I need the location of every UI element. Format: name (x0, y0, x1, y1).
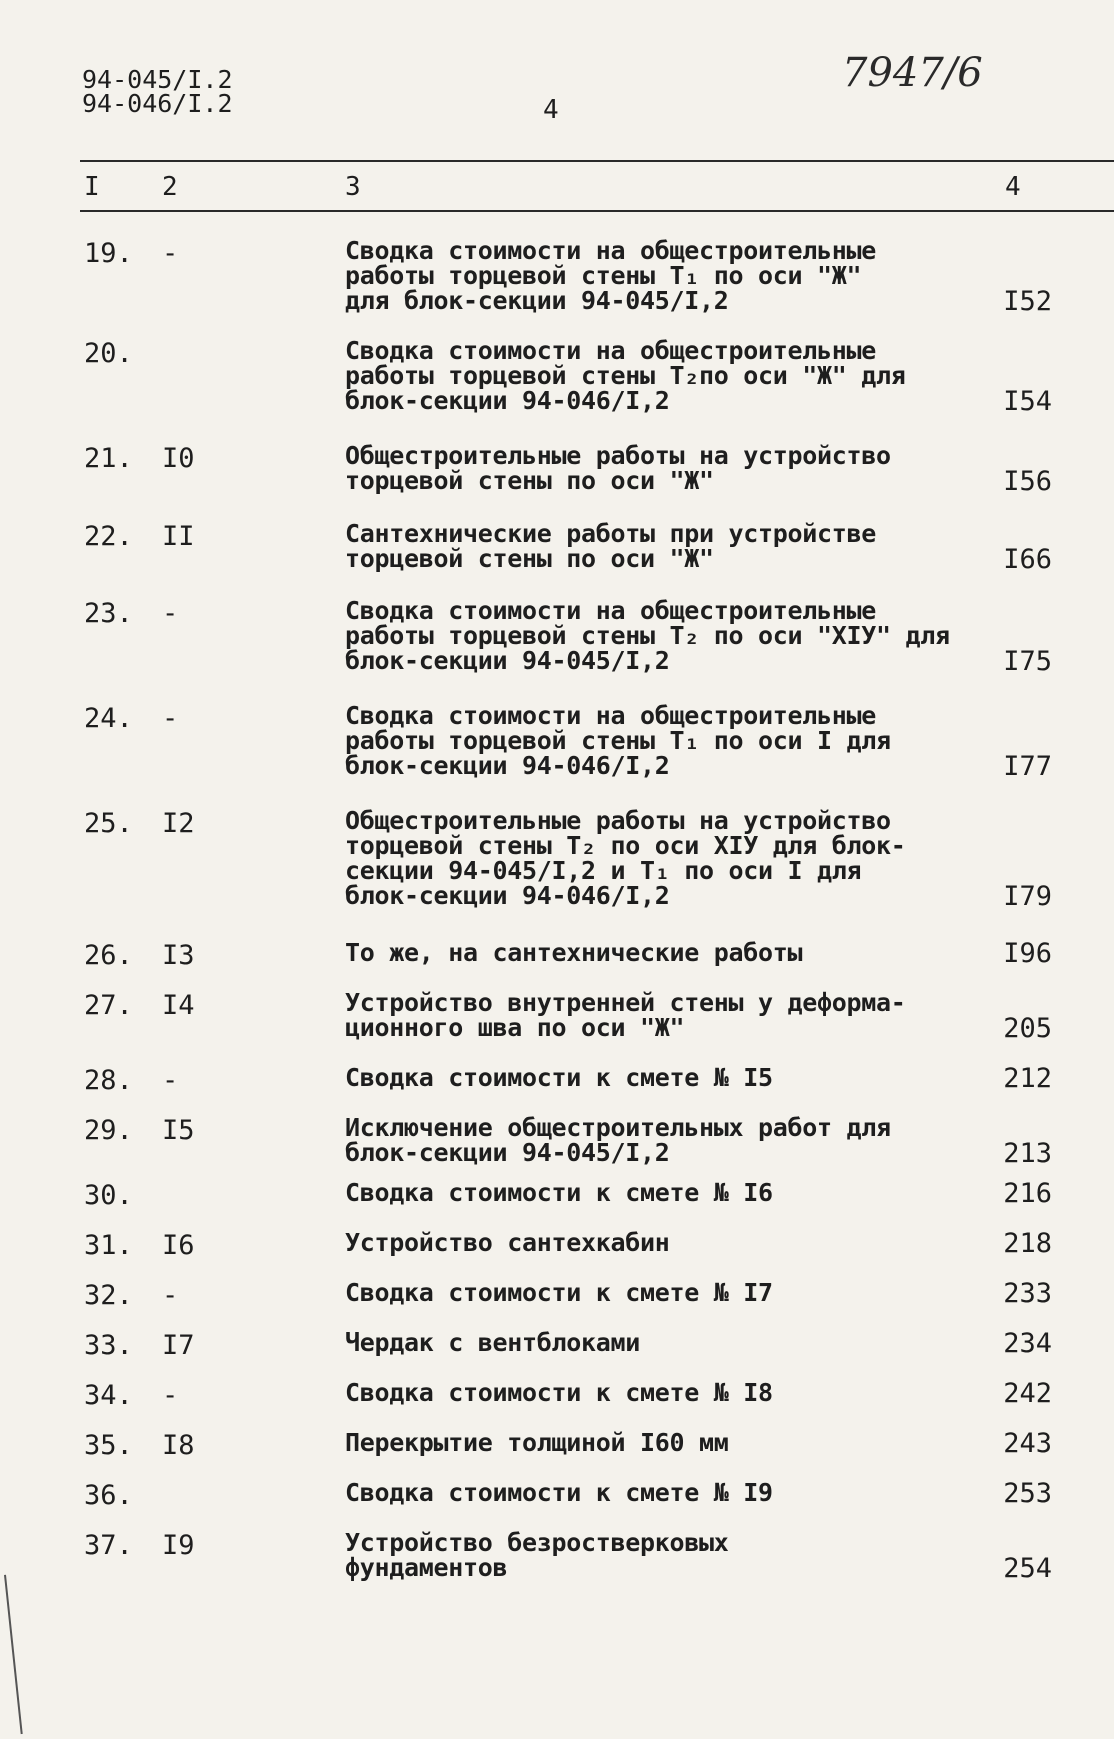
row-description-line: Сводка стоимости на общестроительные (345, 336, 877, 365)
row-number: 27. (84, 990, 133, 1021)
row-description-line: Сводка стоимости к смете № I9 (345, 1478, 773, 1507)
row-page: I79 (1003, 881, 1052, 912)
row-description (345, 1065, 985, 1090)
row-estimate-ref: - (162, 238, 179, 269)
row-number: 34. (84, 1380, 133, 1411)
table-row (0, 1480, 1114, 1509)
row-page: I66 (1003, 544, 1052, 575)
row-number: 24. (84, 703, 133, 734)
row-page: I75 (1003, 646, 1052, 677)
row-estimate-ref: I9 (162, 1530, 195, 1561)
row-description-line: Устройство внутренней стены у деформа- (345, 988, 906, 1017)
row-description (345, 990, 985, 1040)
row-description-line: блок-секции 94-045/I,2 (345, 1138, 670, 1167)
row-page: 212 (1003, 1063, 1052, 1094)
row-number: 35. (84, 1430, 133, 1461)
row-page: 205 (1003, 1013, 1052, 1044)
row-description-line: Устройство безростверковых (345, 1528, 729, 1557)
doc-code-2: 94-046/I.2 (82, 89, 233, 118)
row-description (345, 1230, 985, 1255)
row-description (345, 940, 985, 965)
row-description-line: Сводка стоимости на общестроительные (345, 701, 877, 730)
row-description-line: Сводка стоимости к смете № I7 (345, 1278, 773, 1307)
row-page: 216 (1003, 1178, 1052, 1209)
row-description-line: блок-секции 94-046/I,2 (345, 386, 670, 415)
table-row (0, 443, 1114, 497)
row-description-line: торцевой стены по оси "Ж" (345, 466, 714, 495)
table-row (0, 1330, 1114, 1359)
row-description-line: блок-секции 94-045/I,2 (345, 646, 670, 675)
row-estimate-ref: - (162, 1380, 179, 1411)
row-description (345, 1380, 985, 1405)
row-description-line: блок-секции 94-046/I,2 (345, 751, 670, 780)
table-row (0, 1530, 1114, 1584)
row-description-line: Сводка стоимости на общестроительные (345, 236, 877, 265)
row-number: 30. (84, 1180, 133, 1211)
table-row (0, 940, 1114, 969)
row-description (345, 521, 985, 571)
row-description (345, 1115, 985, 1165)
row-estimate-ref: I3 (162, 940, 195, 971)
row-number: 36. (84, 1480, 133, 1511)
table-row (0, 598, 1114, 677)
row-description-line: ционного шва по оси "Ж" (345, 1013, 685, 1042)
row-estimate-ref: I2 (162, 808, 195, 839)
column-header-4: 4 (1005, 172, 1021, 202)
table-row (0, 1230, 1114, 1259)
row-description (345, 238, 985, 313)
row-page: 218 (1003, 1228, 1052, 1259)
row-number: 31. (84, 1230, 133, 1261)
column-header-3: 3 (345, 172, 361, 202)
row-page: 233 (1003, 1278, 1052, 1309)
row-description-line: Чердак с вентблоками (345, 1328, 641, 1357)
row-number: 22. (84, 521, 133, 552)
row-description-line: работы торцевой стены T₁ по оси "Ж" (345, 261, 862, 290)
doc-code-1: 94-045/I.2 (82, 65, 233, 94)
row-description-line: Перекрытие толщиной I60 мм (345, 1428, 729, 1457)
row-estimate-ref: I8 (162, 1430, 195, 1461)
row-estimate-ref: I6 (162, 1230, 195, 1261)
column-header-2: 2 (162, 172, 178, 202)
column-header-1: I (84, 172, 100, 202)
row-page: I56 (1003, 466, 1052, 497)
row-description-line: работы торцевой стены T₂по оси "Ж" для (345, 361, 906, 390)
row-estimate-ref: I4 (162, 990, 195, 1021)
row-description (345, 808, 985, 908)
row-description-line: работы торцевой стены T₁ по оси I для (345, 726, 891, 755)
table-row (0, 1430, 1114, 1459)
row-description-line: Сводка стоимости на общестроительные (345, 596, 877, 625)
row-description-line: Общестроительные работы на устройство (345, 441, 891, 470)
row-description-line: Общестроительные работы на устройство (345, 806, 891, 835)
row-page: I52 (1003, 286, 1052, 317)
row-description (345, 1280, 985, 1305)
row-estimate-ref: - (162, 1280, 179, 1311)
row-page: I54 (1003, 386, 1052, 417)
row-description-line: Сантехнические работы при устройстве (345, 519, 877, 548)
row-page: 234 (1003, 1328, 1052, 1359)
table-row (0, 1065, 1114, 1094)
row-number: 25. (84, 808, 133, 839)
row-number: 33. (84, 1330, 133, 1361)
row-description (345, 443, 985, 493)
row-description (345, 1430, 985, 1455)
row-description (345, 338, 985, 413)
row-estimate-ref: - (162, 598, 179, 629)
table-row (0, 808, 1114, 912)
row-description-line: Устройство сантехкабин (345, 1228, 670, 1257)
row-page: 213 (1003, 1138, 1052, 1169)
row-page: 243 (1003, 1428, 1052, 1459)
row-description (345, 1530, 985, 1580)
row-description (345, 1330, 985, 1355)
row-estimate-ref: I5 (162, 1115, 195, 1146)
row-description-line: работы торцевой стены T₂ по оси "XIУ" для (345, 621, 950, 650)
table-row (0, 338, 1114, 417)
row-estimate-ref: - (162, 1065, 179, 1096)
row-number: 28. (84, 1065, 133, 1096)
row-number: 32. (84, 1280, 133, 1311)
row-description (345, 598, 985, 673)
row-description-line: То же, на сантехнические работы (345, 938, 803, 967)
row-description (345, 1180, 985, 1205)
row-description (345, 703, 985, 778)
row-number: 20. (84, 338, 133, 369)
row-description-line: торцевой стены по оси "Ж" (345, 544, 714, 573)
row-number: 21. (84, 443, 133, 474)
row-page: 242 (1003, 1378, 1052, 1409)
row-number: 23. (84, 598, 133, 629)
table-row (0, 521, 1114, 575)
row-description-line: фундаментов (345, 1553, 508, 1582)
page-number: 4 (543, 95, 559, 125)
row-description-line: Сводка стоимости к смете № I6 (345, 1178, 773, 1207)
row-number: 19. (84, 238, 133, 269)
table-row (0, 1380, 1114, 1409)
row-number: 26. (84, 940, 133, 971)
table-row (0, 1180, 1114, 1209)
row-description-line: торцевой стены T₂ по оси XIУ для блок- (345, 831, 906, 860)
row-page: 254 (1003, 1553, 1052, 1584)
row-page: I96 (1003, 938, 1052, 969)
row-estimate-ref: I7 (162, 1330, 195, 1361)
row-page: 253 (1003, 1478, 1052, 1509)
row-page: I77 (1003, 751, 1052, 782)
row-description-line: Исключение общестроительных работ для (345, 1113, 891, 1142)
row-estimate-ref: I0 (162, 443, 195, 474)
row-description (345, 1480, 985, 1505)
row-number: 37. (84, 1530, 133, 1561)
row-description-line: секции 94-045/I,2 и T₁ по оси I для (345, 856, 862, 885)
row-estimate-ref: - (162, 703, 179, 734)
row-description-line: Сводка стоимости к смете № I5 (345, 1063, 773, 1092)
table-row (0, 990, 1114, 1044)
row-description-line: для блок-секции 94-045/I,2 (345, 286, 729, 315)
table-row (0, 1115, 1114, 1169)
table-row (0, 238, 1114, 317)
table-row (0, 1280, 1114, 1309)
row-number: 29. (84, 1115, 133, 1146)
row-description-line: блок-секции 94-046/I,2 (345, 881, 670, 910)
table-row (0, 703, 1114, 782)
row-description-line: Сводка стоимости к смете № I8 (345, 1378, 773, 1407)
handwritten-number: 7947/6 (842, 50, 983, 96)
row-estimate-ref: II (162, 521, 195, 552)
